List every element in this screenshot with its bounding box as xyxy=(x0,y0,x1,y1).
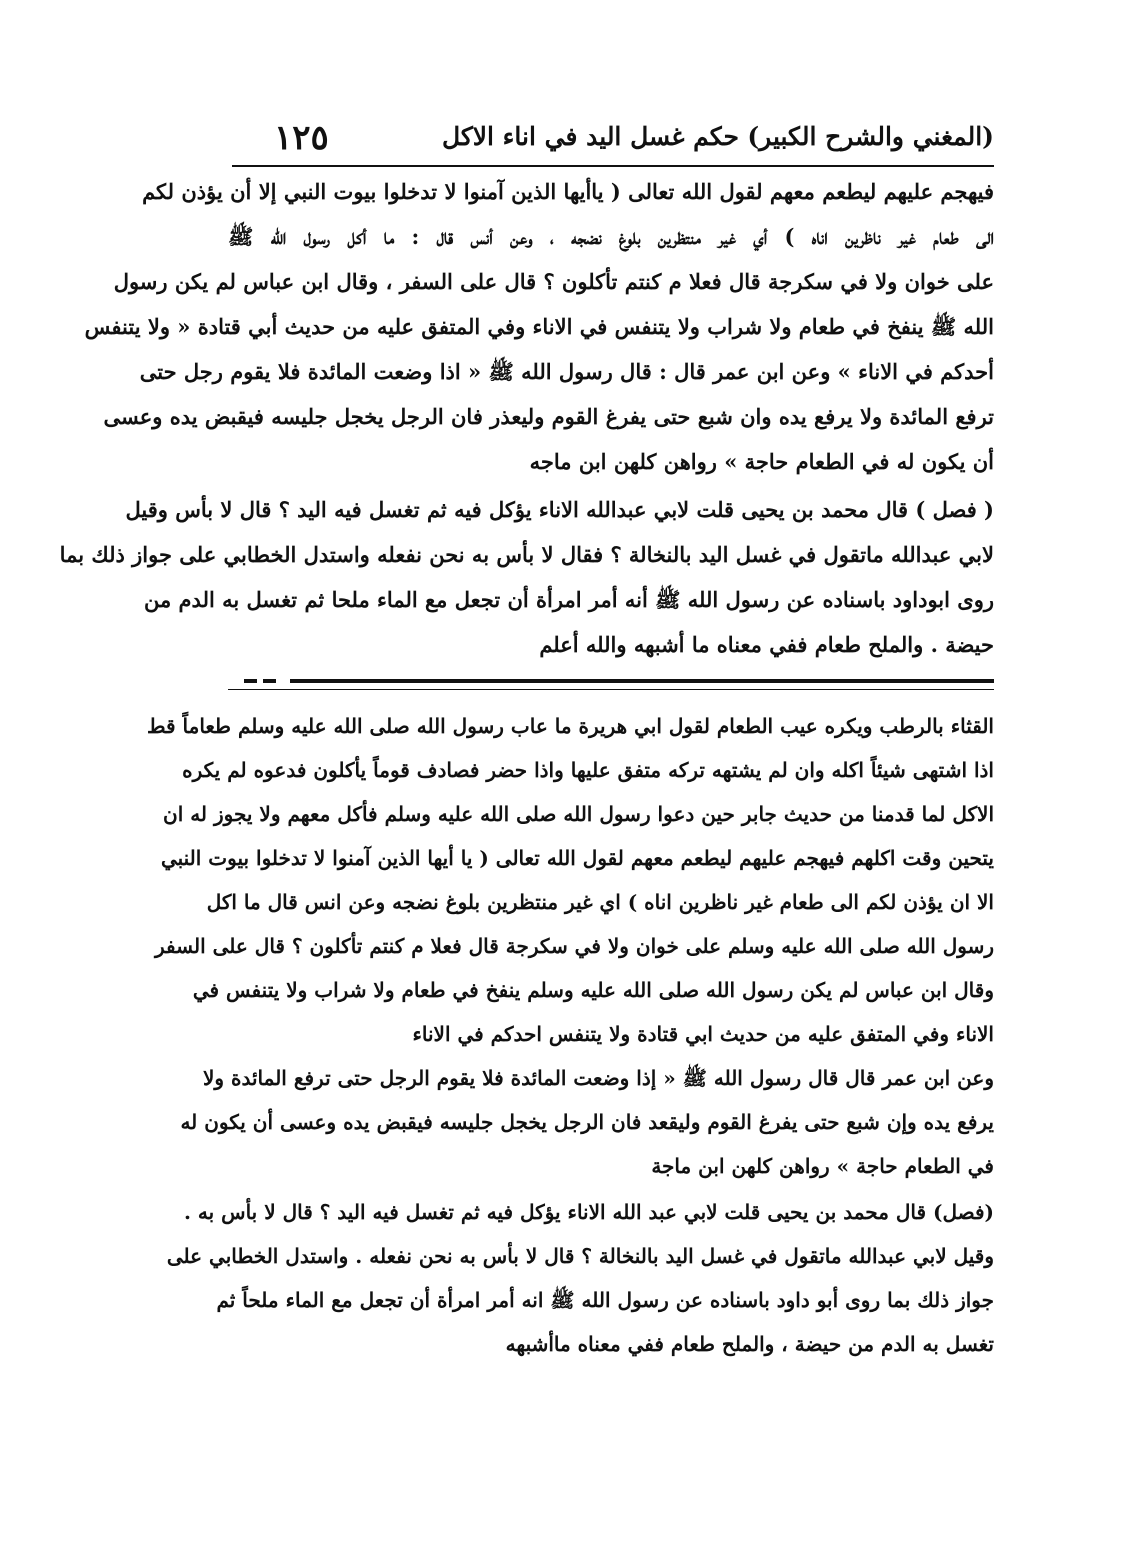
book-title: (المغني والشرح الكبير) xyxy=(747,122,994,151)
page-number: ١٢٥ xyxy=(274,118,329,158)
text-line: تغسل به الدم من حيضة ، والملح طعام ففي معناه ماأشبهه xyxy=(505,1332,994,1356)
text-line: الاكل لما قدمنا من حديث جابر حين دعوا رسول الله صلى الله عليه وسلم فأكل معهم ولا يجوز له ان xyxy=(163,802,994,826)
text-line: القثاء بالرطب ويكره عيب الطعام لقول ابي هريرة ما عاب رسول الله صلى الله عليه وسلم طعاماً قط xyxy=(147,714,994,738)
text-line: أن يكون له في الطعام حاجة » رواهن كلهن ابن ماجه xyxy=(529,449,994,474)
text-line: وقيل لابي عبدالله ماتقول في غسل اليد بالنخالة ؟ قال لا بأس به نحن نفعله . واستدل الخطابي على xyxy=(166,1244,994,1268)
text-line: على خوان ولا في سكرجة قال فعلا م كنتم تأكلون ؟ قال على السفر ، وقال ابن عباس لم يكن رسول xyxy=(113,269,994,294)
text-line: الاناء وفي المتفق عليه من حديث ابي قتادة ولا يتنفس احدكم في الاناء xyxy=(412,1022,994,1046)
text-line: وعن ابن عمر قال قال رسول الله ﷺ « إذا وضعت المائدة فلا يقوم الرجل حتى ترفع المائدة ولا xyxy=(202,1066,994,1090)
text-line: الا ان يؤذن لكم الى طعام غير ناظرين اناه ) اي غير منتظرين بلوغ نضجه وعن انس قال ما اكل xyxy=(206,890,994,914)
text-line: في الطعام حاجة » رواهن كلهن ابن ماجة xyxy=(651,1154,994,1178)
lower-text-block xyxy=(147,706,994,1386)
separator-dash xyxy=(244,679,257,683)
text-line: ( فصل ) قال محمد بن يحيى قلت لابي عبدالله الاناء يؤكل فيه ثم تغسل فيه اليد ؟ قال لا بأس وقيل xyxy=(125,497,994,522)
running-header xyxy=(232,120,994,160)
text-line: يرفع يده وإن شبع حتى يفرغ القوم وليقعد فان الرجل يخجل جليسه فيقبض يده وعسى أن يكون له xyxy=(180,1110,994,1134)
separator-thick-rule xyxy=(290,679,994,683)
separator-thin-rule xyxy=(228,689,994,690)
text-line: الى طعام غير ناظرين اناه ) أي غير منتظرين بلوغ نضجه ، وعن أنس قال : ما أكل رسول الله ﷺ xyxy=(228,224,994,249)
text-line: رسول الله صلى الله عليه وسلم على خوان ولا في سكرجة قال فعلا م كنتم تأكلون ؟ قال على السفر xyxy=(155,934,994,958)
text-line: اذا اشتهى شيئاً اكله وان لم يشتهه تركه متفق عليها واذا حضر فصادف قوماً يأكلون فدعوه لم يكره xyxy=(182,758,994,782)
header-rule xyxy=(232,165,994,167)
text-line: يتحين وقت اكلهم فيهجم عليهم ليطعم معهم لقول الله تعالى ( يا أيها الذين آمنوا لا تدخلوا بيوت النبي xyxy=(160,846,994,870)
text-line: فيهجم عليهم ليطعم معهم لقول الله تعالى ( ياأيها الذين آمنوا لا تدخلوا بيوت النبي إلا أن يؤذن لكم xyxy=(142,179,994,204)
chapter-title: حكم غسل اليد في اناء الاكل xyxy=(441,122,739,151)
text-line: (فصل) قال محمد بن يحيى قلت لابي عبد الله الاناء يؤكل فيه ثم تغسل فيه اليد ؟ قال لا بأس به . xyxy=(184,1200,994,1224)
text-line: وقال ابن عباس لم يكن رسول الله صلى الله عليه وسلم ينفخ في طعام ولا شراب ولا يتنفس في xyxy=(192,978,994,1002)
text-line: ترفع المائدة ولا يرفع يده وان شبع حتى يفرغ القوم وليعذر فان الرجل يخجل جليسه فيقبض يده وعسى xyxy=(103,404,994,429)
text-line: الله ﷺ ينفخ في طعام ولا شراب ولا يتنفس في الاناء وفي المتفق عليه من حديث أبي قتادة « ولا يتنفس xyxy=(84,314,994,339)
text-line: جواز ذلك بما روى أبو داود باسناده عن رسول الله ﷺ انه أمر امرأة أن تجعل مع الماء ملحاً ثم xyxy=(216,1288,994,1312)
text-line: حيضة . والملح طعام ففي معناه ما أشبهه والله أعلم xyxy=(539,632,994,657)
text-line: أحدكم في الاناء » وعن ابن عمر قال : قال رسول الله ﷺ « اذا وضعت المائدة فلا يقوم رجل حتى xyxy=(139,359,994,384)
separator-dash xyxy=(263,679,276,683)
text-line: روى ابوداود باسناده عن رسول الله ﷺ أنه أمر امرأة أن تجعل مع الماء ملحا ثم تغسل به الدم من xyxy=(144,587,994,612)
upper-text-block xyxy=(59,172,994,672)
text-line: لابي عبدالله ماتقول في غسل اليد بالنخالة ؟ فقال لا بأس به نحن نفعله واستدل الخطابي على جواز ذلك بما xyxy=(59,542,994,567)
